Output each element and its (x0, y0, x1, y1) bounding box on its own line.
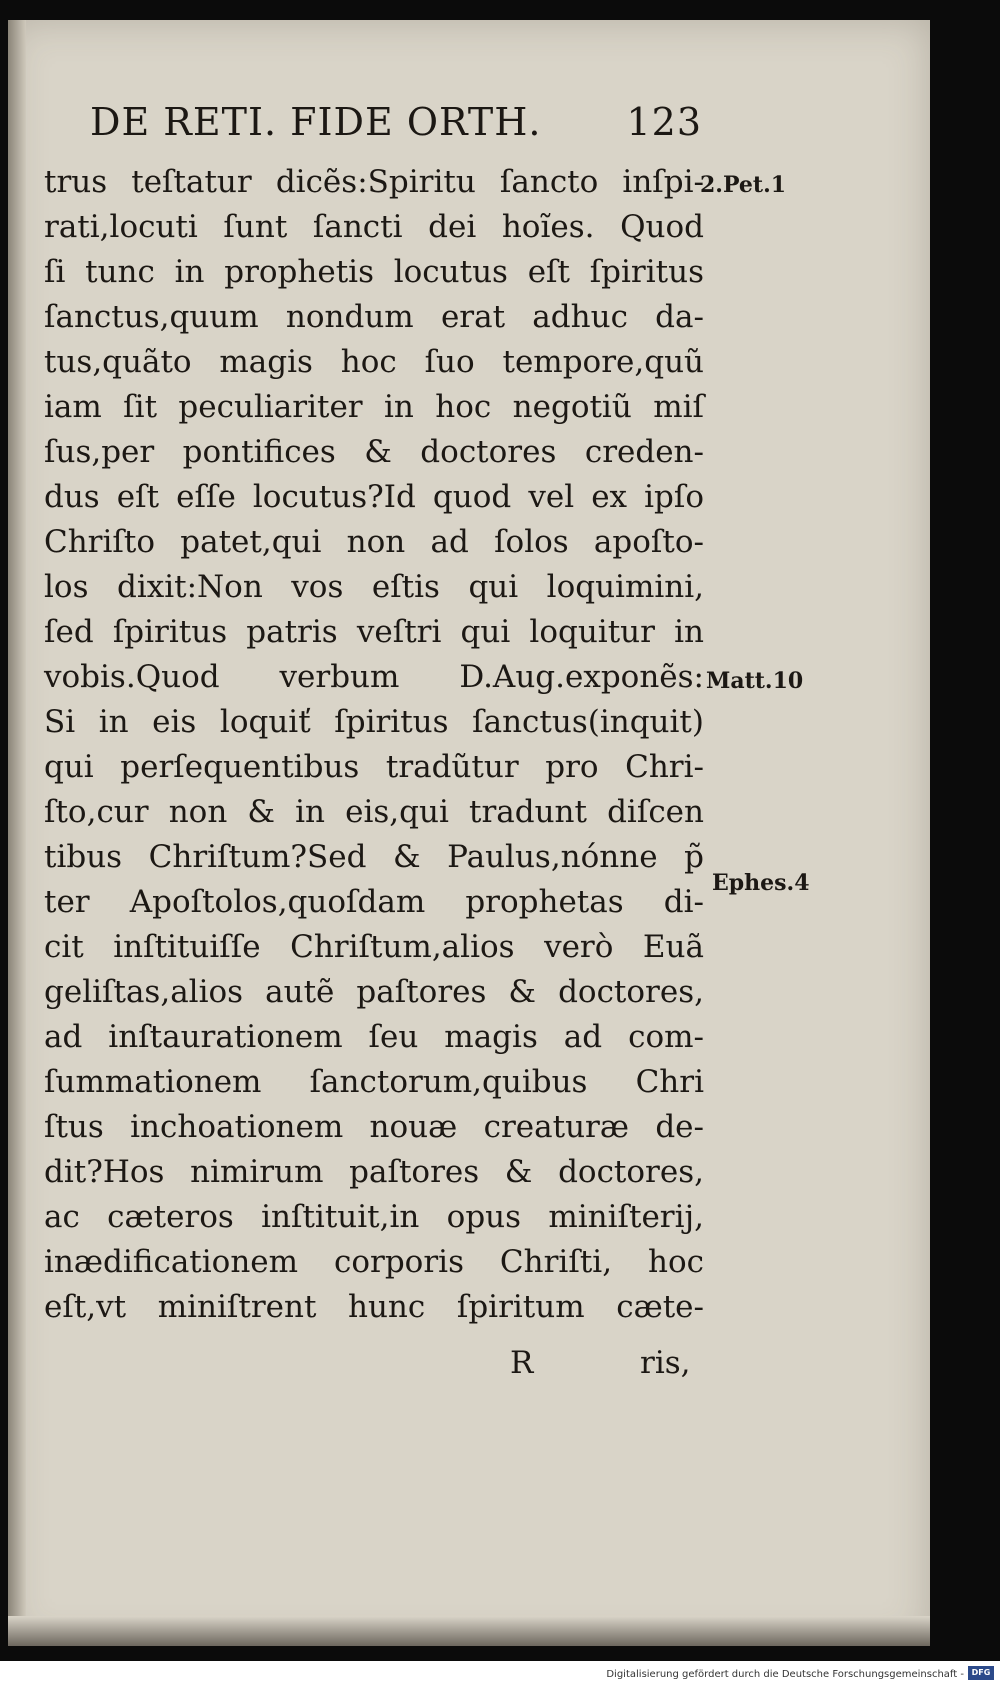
text-line: qui perſequentibus tradũtur pro Chri- (44, 749, 704, 785)
text-line: dus eſt eſſe locutus?Id quod vel ex ipſo (44, 479, 704, 515)
text-line: ſed ſpiritus patris veſtri qui loquitur in (44, 614, 704, 650)
text-line: iam ſit peculiariter in hoc negotiũ miſ (44, 389, 704, 425)
body-text (44, 160, 704, 1330)
running-header (90, 100, 702, 144)
text-line: los dixit:Non vos eſtis qui loquimini, (44, 569, 704, 605)
text-line: ſanctus,quum nondum erat adhuc da- (44, 299, 704, 335)
page-gutter-shadow (8, 20, 26, 1646)
margin-note-ephes: Ephes.4 (712, 870, 810, 896)
text-line: vobis.Quod verbum D.Aug.exponẽs: (44, 659, 704, 695)
text-line: tus,quãto magis hoc ſuo tempore,quũ (44, 344, 704, 380)
text-line: trus teſtatur dicẽs:Spiritu ſancto inſpi- (44, 164, 704, 200)
running-title: DE RETI. FIDE ORTH. (90, 100, 542, 144)
text-line: inædificationem corporis Chriſti, hoc (44, 1244, 704, 1280)
text-line: ac cæteros inſtituit,in opus miniſterij, (44, 1199, 704, 1235)
catchword: ris, (640, 1345, 691, 1381)
text-line: Chriſto patet,qui non ad ſolos apoſto- (44, 524, 704, 560)
page-bottom-edge (8, 1616, 930, 1646)
page-number: 123 (626, 100, 702, 144)
signature-mark: R (510, 1345, 534, 1381)
margin-note-matt: Matt.10 (706, 668, 804, 694)
text-line: cit inſtituiſſe Chriſtum,alios verò Euã (44, 929, 704, 965)
text-line: geliſtas,alios autẽ paſtores & doctores, (44, 974, 704, 1010)
text-line: ſto,cur non & in eis,qui tradunt diſcen (44, 794, 704, 830)
footer-bar (0, 1661, 1000, 1683)
text-line: ſummationem ſanctorum,quibus Chri (44, 1064, 704, 1100)
digitization-credit: Digitalisierung gefördert durch die Deutsche Forschungsgemeinschaft - (606, 1669, 964, 1680)
text-line: eſt,vt miniſtrent hunc ſpiritum cæte- (44, 1289, 704, 1325)
text-line: ſtus inchoationem nouæ creaturæ de- (44, 1109, 704, 1145)
text-line: tibus Chriſtum?Sed & Paulus,nónne p̃ (44, 839, 704, 875)
text-line: dit?Hos nimirum paſtores & doctores, (44, 1154, 704, 1190)
text-line: rati,locuti ſunt ſancti dei hoĩes. Quod (44, 209, 704, 245)
text-line: Si in eis loquiť ſpiritus ſanctus(inquit) (44, 704, 704, 740)
margin-note-2-pet: 2.Pet.1 (700, 172, 787, 198)
text-line: ſus,per pontifices & doctores creden- (44, 434, 704, 470)
dfg-logo: DFG (968, 1666, 994, 1680)
text-line: ter Apoſtolos,quoſdam prophetas di- (44, 884, 704, 920)
text-line: ſi tunc in prophetis locutus eſt ſpiritus (44, 254, 704, 290)
text-line: ad inſtaurationem ſeu magis ad com- (44, 1019, 704, 1055)
